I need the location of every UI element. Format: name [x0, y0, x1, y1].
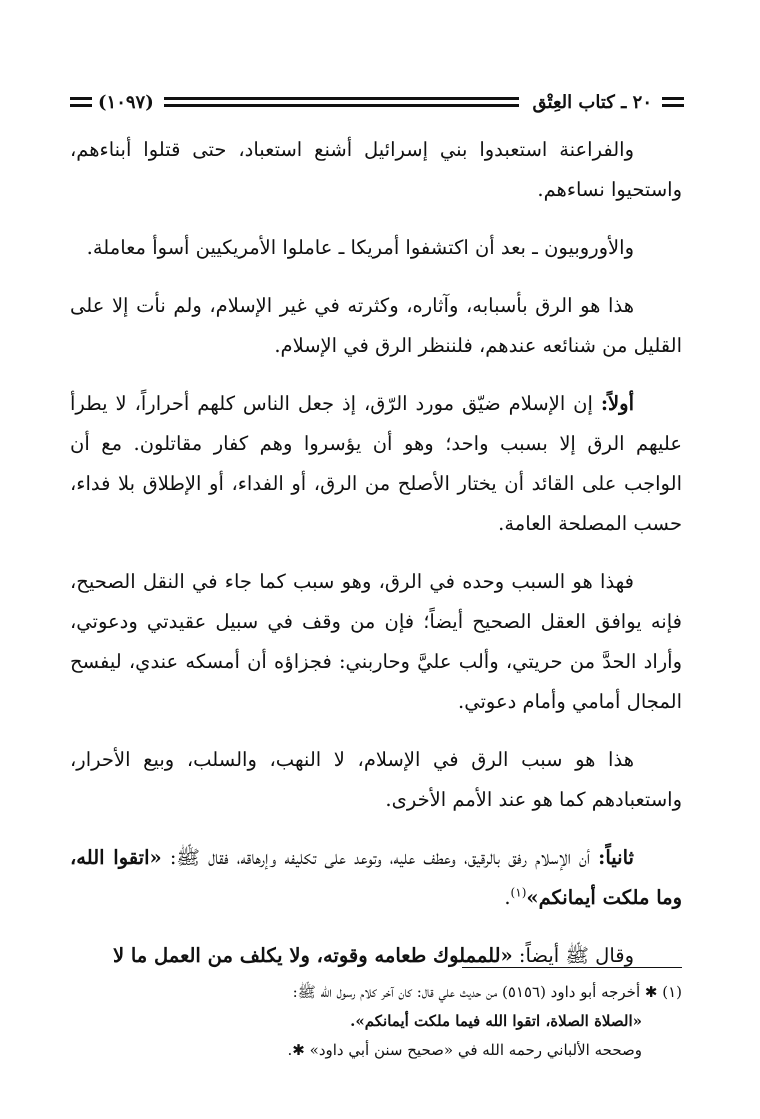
- paragraph-4-text: إن الإسلام ضيّق مورد الرّق، إذ جعل الناس كلهم أحراراً، لا يطرأ عليهم الرق إلا بسبب واحد؛ وهو أن يؤسروا وهم كفار مقاتلون. مع أن الواجب على القائد أن يختار الأصلح من الرق، أو الفداء، أو الإطلاق بلا فداء، حسب المصلحة العامة.: [70, 392, 682, 535]
- chapter-title: ٢٠ ـ كتاب العِتْق: [532, 91, 652, 113]
- page-number: (١٠٩٧): [98, 91, 154, 113]
- paragraph-3: هذا هو الرق بأسبابه، وآثاره، وكثرته في غير الإسلام، ولم نأت إلا على القليل من شنائعه عندهم، فلننظر الرق في الإسلام.: [70, 294, 682, 357]
- paragraph-2: والأوروبيون ـ بعد أن اكتشفوا أمريكا ـ عاملوا الأمريكيين أسوأ معاملة.: [86, 236, 634, 259]
- paragraph-4: [70, 384, 682, 544]
- paragraph-8-text: وقال ﷺ أيضاً:: [512, 944, 634, 967]
- page-header: [70, 86, 684, 118]
- footnote-line-1: (١) ✱ أخرجه أبو داود (٥١٥٦) من حديث علي قال: كان آخر كلام رسول الله ﷺ:: [292, 983, 682, 1001]
- hadith-quote: «اتقوا الله، وما ملكت أيمانكم»: [70, 846, 682, 909]
- paragraph-7-text: أن الإسلام رفق بالرقيق، وعطف عليه، وتوعد على تكليفه وإرهاقه، فقال ﷺ:: [161, 846, 599, 869]
- header-ornament-left: [70, 97, 92, 107]
- paragraph-7-end: .: [504, 886, 511, 909]
- paragraph-lead: أولاً:: [600, 392, 634, 415]
- footnote-marker[interactable]: (١): [510, 885, 527, 900]
- hadith-quote: «للمملوك طعامه وقوته، ولا يكلف من العمل ما لا: [112, 944, 513, 967]
- body-text: [70, 130, 682, 994]
- footnote-line-3: وصححه الألباني رحمه الله في «صحيح سنن أبي داود» ✱.: [287, 1041, 642, 1059]
- paragraph-1: والفراعنة استعبدوا بني إسرائيل أشنع استعباد، حتى قتلوا أبناءهم، واستحيوا نساءهم.: [70, 138, 682, 201]
- paragraph-8: [70, 936, 682, 976]
- footnotes: [70, 978, 682, 1065]
- header-rule: [164, 97, 519, 107]
- paragraph-5: فهذا هو السبب وحده في الرق، وهو سبب كما جاء في النقل الصحيح، فإنه يوافق العقل الصحيح أيضاً؛ فإن من وقف في سبيل عقيدتي ودعوتي، وأراد الحدَّ من حريتي، وألب عليَّ وحاربني: فجزاؤه أن أمسكه عندي، ليفسح المجال أمامي وأمام دعوتي.: [70, 570, 682, 713]
- paragraph-7: [70, 838, 682, 918]
- paragraph-lead: ثانياً:: [598, 846, 634, 869]
- footnote-divider: [462, 967, 682, 968]
- footnote-line-2: «الصلاة الصلاة، اتقوا الله فيما ملكت أيمانكم».: [350, 1012, 642, 1030]
- header-ornament-right: [662, 97, 684, 107]
- paragraph-6: هذا هو سبب الرق في الإسلام، لا النهب، والسلب، وبيع الأحرار، واستعبادهم كما هو عند الأمم الأخرى.: [70, 748, 682, 811]
